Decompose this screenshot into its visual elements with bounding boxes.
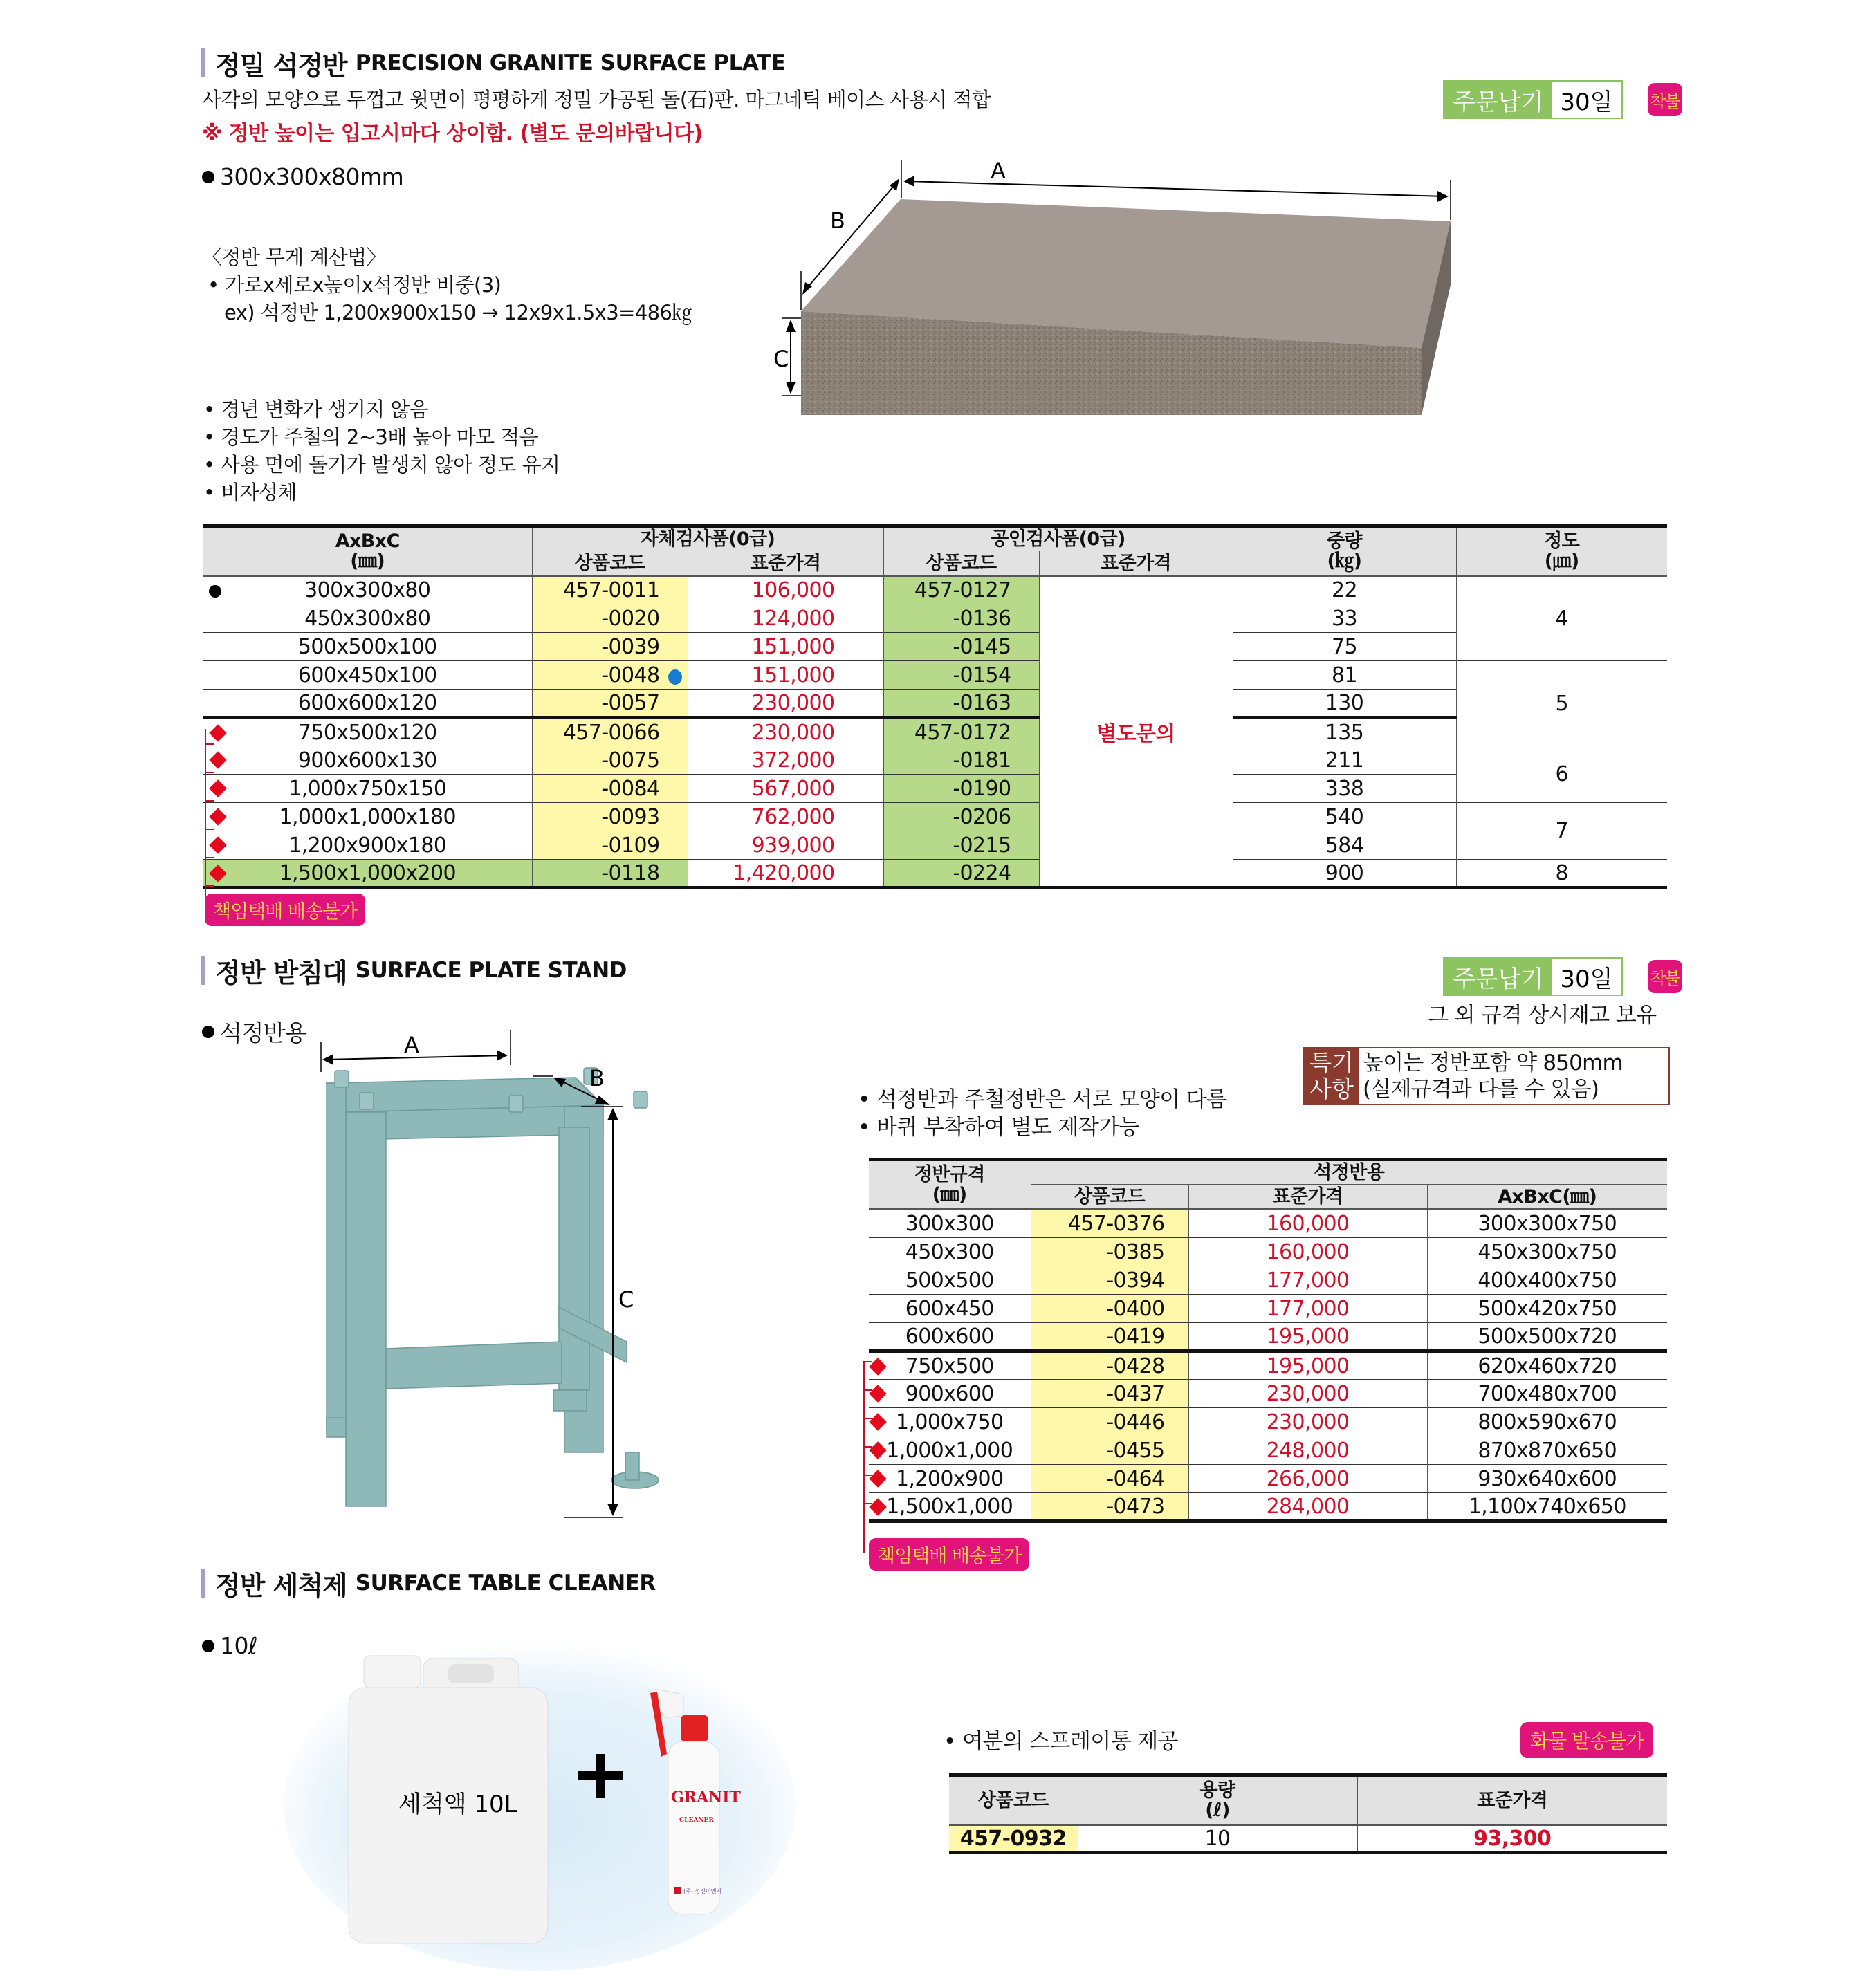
cleaner-table-wrap bbox=[949, 1773, 1667, 1854]
special-label-line2: 사항 bbox=[1309, 1075, 1354, 1102]
size-value: 1,500x1,000x200 bbox=[279, 860, 457, 885]
stand-bullet-text: 석정반용 bbox=[220, 1019, 307, 1046]
plate-stand-table-wrap bbox=[869, 1158, 1667, 1523]
cell-self-code bbox=[532, 604, 688, 633]
table-row bbox=[203, 690, 1667, 718]
cell-weight: 900 bbox=[1233, 860, 1456, 888]
col-dims: AxBxC(㎜) bbox=[1427, 1185, 1667, 1210]
col-official-price: 표준가격 bbox=[1039, 551, 1233, 576]
plate-stand-image bbox=[291, 1024, 761, 1522]
delivery-info bbox=[1443, 80, 1682, 119]
col-self-inspected-group: 자체검사품(0급) bbox=[532, 526, 883, 551]
cell-official-code: -0163 bbox=[883, 690, 1039, 718]
granite-plate-table bbox=[203, 524, 1667, 889]
cell-plate-size bbox=[869, 1436, 1031, 1465]
dim-label-c: C bbox=[618, 1286, 634, 1313]
cell-official-code: -0145 bbox=[883, 633, 1039, 661]
cell-self-price: 567,000 bbox=[688, 775, 883, 803]
dim-label-b: B bbox=[589, 1065, 605, 1091]
cell-official-code: -0136 bbox=[883, 604, 1039, 633]
plate-size-value: 500x500 bbox=[905, 1268, 994, 1293]
col-price: 표준가격 bbox=[1357, 1775, 1667, 1825]
cell-size bbox=[203, 860, 532, 888]
cell-plate-size bbox=[869, 1493, 1031, 1522]
dim-label-c: C bbox=[773, 346, 789, 372]
self-code-value: -0075 bbox=[601, 748, 660, 773]
section-title-ko: 정반 세척제 bbox=[215, 1570, 347, 1601]
col-plate-size-header bbox=[869, 1160, 1031, 1210]
cell-self-code bbox=[532, 633, 688, 661]
cell-official-price-inquiry: 별도문의 bbox=[1039, 576, 1233, 888]
cleaner-product-image bbox=[277, 1625, 802, 1971]
cell-plate-size bbox=[869, 1465, 1031, 1493]
cell-dims: 300x300x750 bbox=[1478, 1212, 1617, 1236]
size-value: 600x600x120 bbox=[297, 690, 437, 715]
cell-weight: 135 bbox=[1233, 718, 1456, 746]
section-precision-granite-title bbox=[201, 46, 785, 80]
cell-size bbox=[203, 633, 532, 661]
cell-weight: 130 bbox=[1233, 690, 1456, 718]
cell-self-price: 151,000 bbox=[688, 633, 883, 661]
feature-item: • 경년 변화가 생기지 않음 bbox=[203, 398, 429, 421]
cell-self-price: 151,000 bbox=[688, 661, 883, 690]
cell-weight: 211 bbox=[1233, 746, 1456, 775]
dim-label-a: A bbox=[991, 158, 1006, 184]
cell-accuracy: 4 bbox=[1456, 576, 1667, 661]
special-label-line1: 특기 bbox=[1309, 1049, 1354, 1076]
cell-weight: 81 bbox=[1233, 661, 1456, 690]
cell-size bbox=[203, 718, 532, 746]
dim-label-a: A bbox=[404, 1032, 419, 1058]
cell-self-price: 106,000 bbox=[688, 576, 883, 604]
section-bar bbox=[201, 48, 205, 77]
feature-list bbox=[203, 396, 560, 506]
header-plate-size-label: 정반규격 bbox=[914, 1164, 985, 1185]
cell-official-code: -0224 bbox=[883, 860, 1039, 888]
col-official-inspected-group: 공인검사품(0급) bbox=[883, 526, 1233, 551]
plate-size-value: 1,500x1,000 bbox=[886, 1494, 1013, 1519]
size-value: 450x300x80 bbox=[304, 606, 431, 631]
table-row bbox=[203, 860, 1667, 888]
weight-calc-title: 〈정반 무게 계산법〉 bbox=[202, 246, 386, 269]
stock-note: 그 외 규격 상시재고 보유 bbox=[1428, 1003, 1657, 1028]
feature-item: • 비자성체 bbox=[203, 481, 297, 504]
bracket-tick bbox=[863, 1475, 872, 1476]
cell-size bbox=[203, 661, 532, 690]
table-row bbox=[203, 775, 1667, 803]
cell-size bbox=[203, 831, 532, 860]
cell-official-code: -0206 bbox=[883, 803, 1039, 831]
bracket-tick bbox=[205, 885, 214, 887]
size-value: 900x600x130 bbox=[297, 748, 437, 773]
new-item-dot-icon bbox=[668, 669, 682, 685]
cell-weight: 338 bbox=[1233, 775, 1456, 803]
cell-price: 93,300 bbox=[1473, 1826, 1552, 1851]
delivery-label: 주문납기 bbox=[1444, 959, 1552, 995]
cell-size bbox=[203, 604, 532, 633]
header-volume-unit: (ℓ) bbox=[1205, 1800, 1230, 1821]
cell-dims: 620x460x720 bbox=[1478, 1353, 1617, 1378]
cell-plate-size bbox=[869, 1210, 1031, 1238]
cell-self-price: 762,000 bbox=[688, 803, 883, 831]
cell-plate-size bbox=[869, 1266, 1031, 1295]
cell-dims: 500x500x720 bbox=[1478, 1324, 1617, 1349]
shipping-restriction-badge: 책임택배 배송불가 bbox=[205, 894, 365, 926]
col-self-code: 상품코드 bbox=[532, 551, 688, 576]
table-row bbox=[203, 718, 1667, 746]
cell-plate-size bbox=[869, 1323, 1031, 1351]
table-row bbox=[203, 604, 1667, 633]
cod-badge: 착불 bbox=[1648, 83, 1682, 116]
cell-official-code: 457-0127 bbox=[883, 576, 1039, 604]
header-volume-label: 용량 bbox=[1199, 1780, 1235, 1801]
delivery-label: 주문납기 bbox=[1444, 82, 1552, 118]
bottle-sub: CLEANER bbox=[679, 1817, 714, 1824]
table-row bbox=[869, 1408, 1667, 1436]
cleaner-table bbox=[949, 1773, 1667, 1854]
bracket-tick bbox=[205, 772, 214, 773]
cell-code: -0419 bbox=[1031, 1323, 1188, 1351]
table-row bbox=[203, 661, 1667, 690]
header-weight-label: 중량 bbox=[1327, 530, 1362, 552]
size-value: 500x500x100 bbox=[297, 634, 437, 659]
cell-size bbox=[203, 803, 532, 831]
size-bullet-text: 300x300x80mm bbox=[220, 163, 404, 190]
cell-self-code bbox=[532, 718, 688, 746]
cell-code: 457-0376 bbox=[1031, 1210, 1188, 1238]
plate-stand-table bbox=[869, 1158, 1667, 1523]
cell-price: 195,000 bbox=[1188, 1323, 1427, 1351]
special-text-line2: (실제규격과 다를 수 있음) bbox=[1363, 1077, 1599, 1102]
self-code-value: -0093 bbox=[601, 804, 660, 829]
cell-price: 160,000 bbox=[1188, 1210, 1427, 1238]
cell-weight: 540 bbox=[1233, 803, 1456, 831]
table-row bbox=[203, 746, 1667, 775]
cell-code: -0394 bbox=[1031, 1266, 1188, 1295]
special-notice-label bbox=[1305, 1048, 1359, 1104]
cell-weight: 75 bbox=[1233, 633, 1456, 661]
cell-price: 266,000 bbox=[1188, 1465, 1427, 1493]
cell-dims: 700x480x700 bbox=[1478, 1381, 1617, 1406]
table-row bbox=[869, 1436, 1667, 1465]
table-row bbox=[203, 803, 1667, 831]
bullet-dot-icon bbox=[202, 171, 214, 183]
plate-size-value: 900x600 bbox=[905, 1381, 994, 1406]
col-code: 상품코드 bbox=[1031, 1185, 1188, 1210]
cell-self-price: 1,420,000 bbox=[688, 860, 883, 888]
plate-size-value: 1,000x1,000 bbox=[886, 1438, 1013, 1463]
cell-accuracy: 6 bbox=[1456, 746, 1667, 803]
self-code-value: -0118 bbox=[601, 860, 660, 885]
feature-item: • 사용 면에 돌기가 발생치 않아 정도 유지 bbox=[203, 453, 560, 477]
bracket-tick bbox=[205, 743, 214, 745]
cell-code: -0455 bbox=[1031, 1436, 1188, 1465]
table-row bbox=[949, 1825, 1667, 1853]
self-code-value: -0048 bbox=[601, 663, 660, 687]
table-row bbox=[869, 1238, 1667, 1266]
col-volume-header bbox=[1078, 1775, 1357, 1825]
size-value: 600x450x100 bbox=[297, 663, 437, 687]
col-self-price: 표준가격 bbox=[688, 551, 883, 576]
col-accuracy-header bbox=[1456, 526, 1667, 576]
cell-self-code bbox=[532, 690, 688, 718]
cell-dims: 450x300x750 bbox=[1478, 1239, 1617, 1264]
cell-weight: 33 bbox=[1233, 604, 1456, 633]
cell-dims: 400x400x750 bbox=[1478, 1268, 1617, 1293]
stand-note-item: • 바퀴 부착하여 별도 제작가능 bbox=[858, 1115, 1139, 1140]
granite-plate-image bbox=[761, 138, 1556, 415]
product-description: 사각의 모양으로 두껍고 윗면이 평평하게 정밀 가공된 돌(石)판. 마그네틱 베이스 사용시 적합 bbox=[202, 88, 991, 111]
col-official-code: 상품코드 bbox=[883, 551, 1039, 576]
cell-self-price: 372,000 bbox=[688, 746, 883, 775]
diamond-marker-icon bbox=[209, 865, 226, 882]
cell-self-code bbox=[532, 576, 688, 604]
cell-self-code bbox=[532, 775, 688, 803]
delivery-value: 30일 bbox=[1552, 82, 1621, 118]
cell-official-code: -0181 bbox=[883, 746, 1039, 775]
cell-size bbox=[203, 775, 532, 803]
cell-official-code: -0215 bbox=[883, 831, 1039, 860]
col-size-header bbox=[203, 526, 532, 576]
header-size-unit: (㎜) bbox=[350, 551, 385, 572]
feature-item: • 경도가 주철의 2~3배 높아 마모 적음 bbox=[203, 425, 538, 449]
section-bar bbox=[201, 956, 205, 985]
cell-dims: 1,100x740x650 bbox=[1468, 1494, 1626, 1519]
size-value: 300x300x80 bbox=[304, 578, 431, 602]
size-value: 750x500x120 bbox=[297, 720, 437, 745]
cell-self-price: 124,000 bbox=[688, 604, 883, 633]
cell-official-code: 457-0172 bbox=[883, 718, 1039, 746]
self-code-value: -0084 bbox=[601, 776, 660, 801]
delivery-badge bbox=[1443, 80, 1623, 119]
granite-plate-table-wrap bbox=[203, 524, 1667, 889]
cell-price: 230,000 bbox=[1188, 1408, 1427, 1436]
cell-size bbox=[203, 576, 532, 604]
diamond-marker-icon bbox=[869, 1358, 886, 1375]
table-row bbox=[203, 633, 1667, 661]
cell-size bbox=[203, 690, 532, 718]
self-code-value: -0057 bbox=[601, 690, 660, 715]
col-weight-header bbox=[1233, 526, 1456, 576]
cell-self-price: 939,000 bbox=[688, 831, 883, 860]
diamond-marker-icon bbox=[209, 751, 226, 768]
jug-label: 세척액 10L bbox=[398, 1791, 517, 1818]
cell-dims: 800x590x670 bbox=[1478, 1409, 1617, 1434]
freight-restriction-badge: 화물 발송불가 bbox=[1520, 1722, 1653, 1758]
cell-plate-size bbox=[869, 1408, 1031, 1436]
section-title-en: SURFACE PLATE STAND bbox=[355, 958, 627, 983]
stand-notes bbox=[858, 1086, 1227, 1141]
weight-calc-example: ex) 석정반 1,200x900x150 → 12x9x1.5x3=486㎏ bbox=[224, 301, 692, 324]
height-note: ※ 정반 높이는 입고시마다 상이함. (별도 문의바랍니다) bbox=[202, 122, 703, 146]
delivery-info-stand bbox=[1443, 957, 1682, 996]
plate-size-value: 450x300 bbox=[905, 1239, 994, 1264]
header-plate-size-unit: (㎜) bbox=[932, 1184, 967, 1205]
cell-price: 177,000 bbox=[1188, 1266, 1427, 1295]
table-row bbox=[869, 1210, 1667, 1238]
cell-self-price: 230,000 bbox=[688, 718, 883, 746]
section-title-en: SURFACE TABLE CLEANER bbox=[355, 1571, 656, 1596]
delivery-badge bbox=[1443, 957, 1623, 996]
bracket-tick bbox=[205, 829, 214, 830]
cell-code: -0385 bbox=[1031, 1238, 1188, 1266]
bullet-dot-icon bbox=[202, 1026, 214, 1038]
standard-dot-icon bbox=[209, 585, 221, 598]
diamond-marker-icon bbox=[209, 836, 226, 853]
cell-code: -0400 bbox=[1031, 1295, 1188, 1323]
cell-code: -0464 bbox=[1031, 1465, 1188, 1493]
cell-price: 248,000 bbox=[1188, 1436, 1427, 1465]
diamond-marker-icon bbox=[869, 1470, 886, 1487]
cell-price: 195,000 bbox=[1188, 1351, 1427, 1380]
section-bar bbox=[201, 1569, 205, 1598]
cell-code: -0446 bbox=[1031, 1408, 1188, 1436]
cell-self-code bbox=[532, 860, 688, 888]
bracket-tick bbox=[205, 857, 214, 858]
cell-self-code bbox=[532, 661, 688, 690]
self-code-value: -0039 bbox=[601, 634, 660, 659]
table-row bbox=[869, 1266, 1667, 1295]
self-code-value: 457-0011 bbox=[562, 578, 660, 602]
bracket-tick bbox=[863, 1446, 872, 1448]
bullet-dot-icon bbox=[202, 1640, 214, 1652]
cell-size bbox=[203, 746, 532, 775]
cell-price: 160,000 bbox=[1188, 1238, 1427, 1266]
self-code-value: 457-0066 bbox=[562, 720, 660, 745]
cell-weight: 22 bbox=[1233, 576, 1456, 604]
table-row bbox=[203, 576, 1667, 604]
cell-accuracy: 7 bbox=[1456, 803, 1667, 860]
shipping-restriction-badge: 책임택배 배송불가 bbox=[869, 1538, 1029, 1571]
section-title-ko: 정반 받침대 bbox=[215, 957, 347, 988]
cell-accuracy: 8 bbox=[1456, 860, 1667, 888]
bracket-tick bbox=[863, 1503, 872, 1504]
weight-calc-formula: • 가로x세로x높이x석정반 비중(3) bbox=[208, 273, 502, 297]
cell-code: -0473 bbox=[1031, 1493, 1188, 1522]
cell-price: 284,000 bbox=[1188, 1493, 1427, 1522]
diamond-marker-icon bbox=[209, 724, 226, 741]
plate-size-value: 600x600 bbox=[905, 1324, 994, 1349]
size-value: 1,200x900x180 bbox=[288, 833, 447, 858]
stand-note-item: • 석정반과 주철정반은 서로 모양이 다름 bbox=[858, 1087, 1227, 1112]
dim-label-b: B bbox=[830, 207, 845, 234]
cell-price: 230,000 bbox=[1188, 1380, 1427, 1408]
delivery-value: 30일 bbox=[1552, 959, 1621, 995]
col-price: 표준가격 bbox=[1188, 1185, 1427, 1210]
diamond-marker-icon bbox=[209, 808, 226, 825]
table-row bbox=[869, 1295, 1667, 1323]
header-accuracy-unit: (㎛) bbox=[1544, 551, 1579, 572]
shipping-bracket-line bbox=[205, 729, 206, 910]
table-row bbox=[869, 1493, 1667, 1522]
cell-dims: 500x420x750 bbox=[1478, 1296, 1617, 1321]
cell-self-price: 230,000 bbox=[688, 690, 883, 718]
table-row bbox=[869, 1380, 1667, 1408]
diamond-marker-icon bbox=[869, 1498, 886, 1515]
cell-accuracy: 5 bbox=[1456, 661, 1667, 746]
cell-dims: 870x870x650 bbox=[1478, 1438, 1617, 1463]
header-weight-unit: (㎏) bbox=[1327, 551, 1362, 572]
diamond-marker-icon bbox=[209, 779, 226, 797]
cell-plate-size bbox=[869, 1238, 1031, 1266]
special-text-line1: 높이는 정반포함 약 850mm bbox=[1363, 1051, 1623, 1075]
bottle-brand: GRANIT bbox=[671, 1788, 741, 1806]
cell-self-code bbox=[532, 803, 688, 831]
cell-plate-size bbox=[869, 1351, 1031, 1380]
cell-official-code: -0154 bbox=[883, 661, 1039, 690]
cleaner-bullet bbox=[202, 1632, 257, 1659]
header-size-label: AxBxC bbox=[335, 530, 400, 552]
cleaner-bullet-text: 10ℓ bbox=[220, 1632, 258, 1659]
cell-price: 177,000 bbox=[1188, 1295, 1427, 1323]
cell-self-code bbox=[532, 746, 688, 775]
cell-code: -0428 bbox=[1031, 1351, 1188, 1380]
plate-size-value: 1,200x900 bbox=[896, 1466, 1004, 1491]
plate-size-value: 750x500 bbox=[905, 1353, 994, 1378]
cell-code: 457-0932 bbox=[949, 1825, 1078, 1853]
bottle-maker: (주) 성진이엔지 bbox=[683, 1888, 722, 1894]
table-row bbox=[869, 1351, 1667, 1380]
size-value: 1,000x750x150 bbox=[288, 776, 447, 801]
table-row bbox=[203, 831, 1667, 860]
col-code: 상품코드 bbox=[949, 1775, 1078, 1825]
cell-plate-size bbox=[869, 1295, 1031, 1323]
bracket-tick bbox=[863, 1389, 872, 1391]
bracket-tick bbox=[863, 1418, 872, 1419]
plate-size-value: 600x450 bbox=[905, 1296, 994, 1321]
cell-plate-size bbox=[869, 1380, 1031, 1408]
cell-weight: 584 bbox=[1233, 831, 1456, 860]
cell-official-code: -0190 bbox=[883, 775, 1039, 803]
header-accuracy-label: 정도 bbox=[1544, 530, 1580, 552]
self-code-value: -0020 bbox=[601, 606, 660, 631]
section-cleaner-title bbox=[201, 1566, 656, 1600]
special-notice-box bbox=[1303, 1047, 1670, 1105]
section-plate-stand-title bbox=[201, 953, 627, 988]
plate-size-value: 1,000x750 bbox=[896, 1409, 1004, 1434]
cell-dims: 930x640x600 bbox=[1478, 1466, 1617, 1491]
diamond-marker-icon bbox=[869, 1441, 886, 1459]
section-title-ko: 정밀 석정반 bbox=[215, 50, 347, 81]
bracket-tick bbox=[863, 1361, 872, 1362]
cell-self-code bbox=[532, 831, 688, 860]
special-notice-text bbox=[1359, 1048, 1623, 1104]
cell-code: -0437 bbox=[1031, 1380, 1188, 1408]
size-bullet bbox=[202, 163, 403, 190]
col-granite-group: 석정반용 bbox=[1031, 1160, 1667, 1185]
cod-badge: 착불 bbox=[1648, 960, 1682, 993]
table-row bbox=[869, 1465, 1667, 1493]
section-title-en: PRECISION GRANITE SURFACE PLATE bbox=[355, 50, 786, 75]
diamond-marker-icon bbox=[869, 1385, 886, 1402]
diamond-marker-icon bbox=[869, 1413, 886, 1430]
self-code-value: -0109 bbox=[601, 833, 660, 858]
table-row bbox=[869, 1323, 1667, 1351]
cleaner-note: • 여분의 스프레이통 제공 bbox=[944, 1729, 1178, 1754]
bracket-tick bbox=[205, 800, 214, 802]
size-value: 1,000x1,000x180 bbox=[279, 804, 457, 829]
cell-volume: 10 bbox=[1078, 1825, 1357, 1853]
plate-size-value: 300x300 bbox=[905, 1212, 994, 1236]
